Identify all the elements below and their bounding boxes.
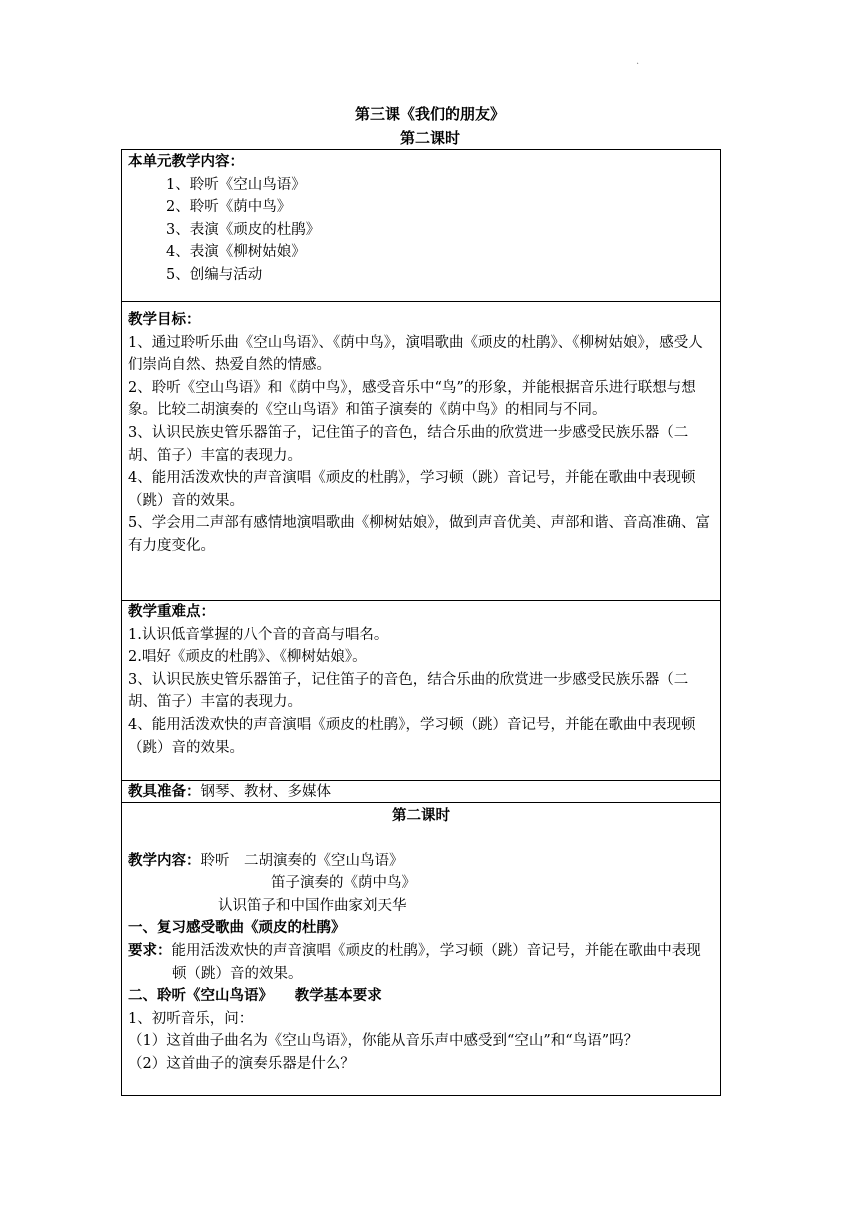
corner-mark: . (636, 56, 640, 67)
goal-item: 1、通过聆听乐曲《空山鸟语》、《荫中鸟》，演唱歌曲《顽皮的杜鹃》、《柳树姑娘》，感受人们崇尚自然、热爱自然的情感。 (128, 334, 703, 374)
section-heading: 二、聆听《空山鸟语》 教学基本要求 (128, 987, 382, 1005)
content-line: 笛子演奏的《荫中鸟》 (271, 875, 416, 892)
goals-cell (122, 302, 720, 601)
requirement-text: 能用活泼欢快的声音演唱《顽皮的杜鹃》，学习顿（跳）音记号，并能在歌曲中表现顿（跳）音的效果。 (171, 942, 701, 982)
requirement-label: 要求： (128, 941, 172, 959)
content-line: 认识笛子和中国作曲家刘天华 (218, 897, 407, 914)
key-point-item: 1.认识低音掌握的八个音的音高与唱名。 (128, 626, 389, 643)
unit-content-cell (122, 150, 720, 302)
page-subtitle: 第二课时 (399, 129, 460, 147)
unit-content-heading: 本单元教学内容： (128, 153, 244, 170)
unit-item: 3、表演《顽皮的杜鹃》 (166, 221, 321, 238)
lesson-plan-table (121, 149, 721, 1096)
materials-label: 教具准备： (128, 783, 201, 800)
question-text: （1）这首曲子曲名为《空山鸟语》，你能从音乐声中感受到“空山”和“鸟语”吗？ (128, 1033, 639, 1050)
key-points-heading: 教学重难点： (128, 603, 215, 620)
page-title: 第三课《我们的朋友》 (354, 105, 505, 123)
key-point-item: 3、认识民族史管乐器笛子，记住笛子的音色，结合乐曲的欣赏进一步感受民族乐器（二胡、笛子）丰富的表现力。 (128, 671, 689, 711)
key-point-item: 2.唱好《顽皮的杜鹃》、《柳树姑娘》。 (128, 649, 367, 666)
unit-item: 2、聆听《荫中鸟》 (166, 199, 292, 216)
goal-item: 4、能用活泼欢快的声音演唱《顽皮的杜鹃》，学习顿（跳）音记号，并能在歌曲中表现顿（跳）音的效果。 (128, 470, 696, 509)
goal-item: 3、认识民族史管乐器笛子，记住笛子的音色，结合乐曲的欣赏进一步感受民族乐器（二胡、笛子）丰富的表现力。 (128, 424, 689, 464)
unit-item: 4、表演《柳树姑娘》 (166, 244, 306, 261)
lesson-heading: 第二课时 (392, 807, 450, 824)
goal-item: 2、聆听《空山鸟语》和《荫中鸟》，感受音乐中“鸟”的形象，并能根据音乐进行联想与想象。比较二胡演奏的《空山鸟语》和笛子演奏的《荫中鸟》的相同与不同。 (128, 379, 696, 419)
section-heading: 一、复习感受歌曲《顽皮的杜鹃》 (128, 919, 346, 937)
step-text: 1、初听音乐，问： (128, 1010, 254, 1027)
key-point-item: 4、能用活泼欢快的声音演唱《顽皮的杜鹃》，学习顿（跳）音记号，并能在歌曲中表现顿（跳）音的效果。 (128, 716, 696, 756)
content-line: 聆听 二胡演奏的《空山鸟语》 (200, 852, 404, 869)
goal-item: 5、学会用二声部有感情地演唱歌曲《柳树姑娘》，做到声音优美、声部和谐、音高准确、富有力度变化。 (128, 515, 710, 554)
materials-cell (122, 781, 720, 803)
content-label: 教学内容： (128, 851, 201, 869)
materials-value: 钢琴、教材、多媒体 (200, 784, 331, 800)
lesson-cell (122, 803, 720, 1095)
unit-item: 5、创编与活动 (166, 266, 263, 283)
question-text: （2）这首曲子的演奏乐器是什么？ (128, 1055, 355, 1072)
goals-heading: 教学目标： (128, 311, 201, 328)
key-points-cell (122, 601, 720, 781)
unit-item: 1、聆听《空山鸟语》 (166, 176, 306, 193)
